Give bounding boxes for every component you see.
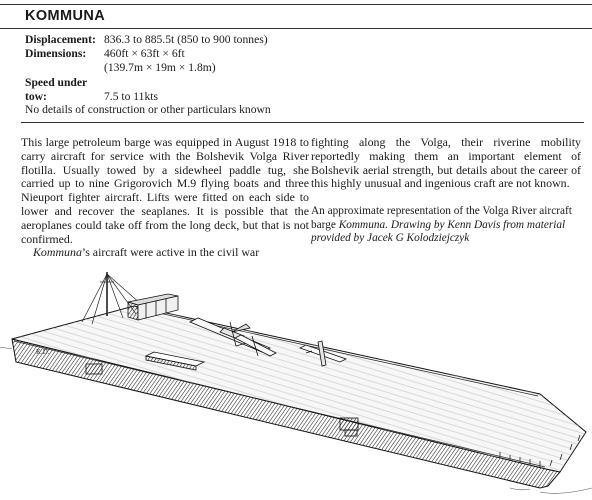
barge-illustration <box>0 262 592 500</box>
title-rule <box>0 28 592 29</box>
body-paragraph-2 <box>21 246 309 260</box>
particulars-note: No details of construction or other particulars known <box>25 103 271 116</box>
caption-ship-name: Kommuna. <box>338 218 388 231</box>
text-column-right <box>311 136 581 246</box>
speed-label-line1: Speed under <box>25 76 88 89</box>
speed-label-line2: tow: <box>25 90 47 103</box>
body-paragraph: This large petroleum barge was equipped in August 1918 to carry aircraft for service with the Bolshevik Volga River flotilla. Usually towed by a sidewheel paddle tug, she carried up to nine Grigorovich M.9 flying boats and three Nieuport fighter aircraft. Lifts were fitted on each side to lower and recover the seaplanes. It is possible that the aeroplanes could take off from the long deck, but that is not confirmed. <box>21 135 309 246</box>
displacement-value: 836.3 to 885.5t (850 to 900 tonnes) <box>104 33 268 46</box>
dimensions-metric-value: (139.7m × 19m × 1.8m) <box>104 61 216 74</box>
spec-rule <box>21 122 584 123</box>
dimensions-label: Dimensions: <box>25 47 87 60</box>
displacement-label: Displacement: <box>25 33 96 46</box>
text-column-left <box>21 136 309 260</box>
ship-name-italic: Kommuna <box>33 245 82 260</box>
page-title: KOMMUNA <box>25 8 106 24</box>
dimensions-value: 460ft × 63ft × 6ft <box>104 47 185 60</box>
body-paragraph-continued: fighting along the Volga, their riverine mobility reportedly making them an important element of Bolshevik aerial strength, but details about the career of this highly unusual and ingenious craft are not known. <box>311 135 581 191</box>
caption-credit: Drawing by Kenn Davis from material provided by Jacek G Kolodziejczyk <box>311 218 566 245</box>
figure-caption <box>311 205 581 246</box>
deck-planking <box>12 306 586 472</box>
caption-text: An approximate representation of the Volga River aircraft barge <box>311 205 572 231</box>
body-paragraph-2-text: ’s aircraft were active in the civil war <box>81 245 260 260</box>
artist-signature: K.D. <box>36 348 50 356</box>
speed-value: 7.5 to 11kts <box>104 90 159 103</box>
top-rule <box>0 4 592 5</box>
